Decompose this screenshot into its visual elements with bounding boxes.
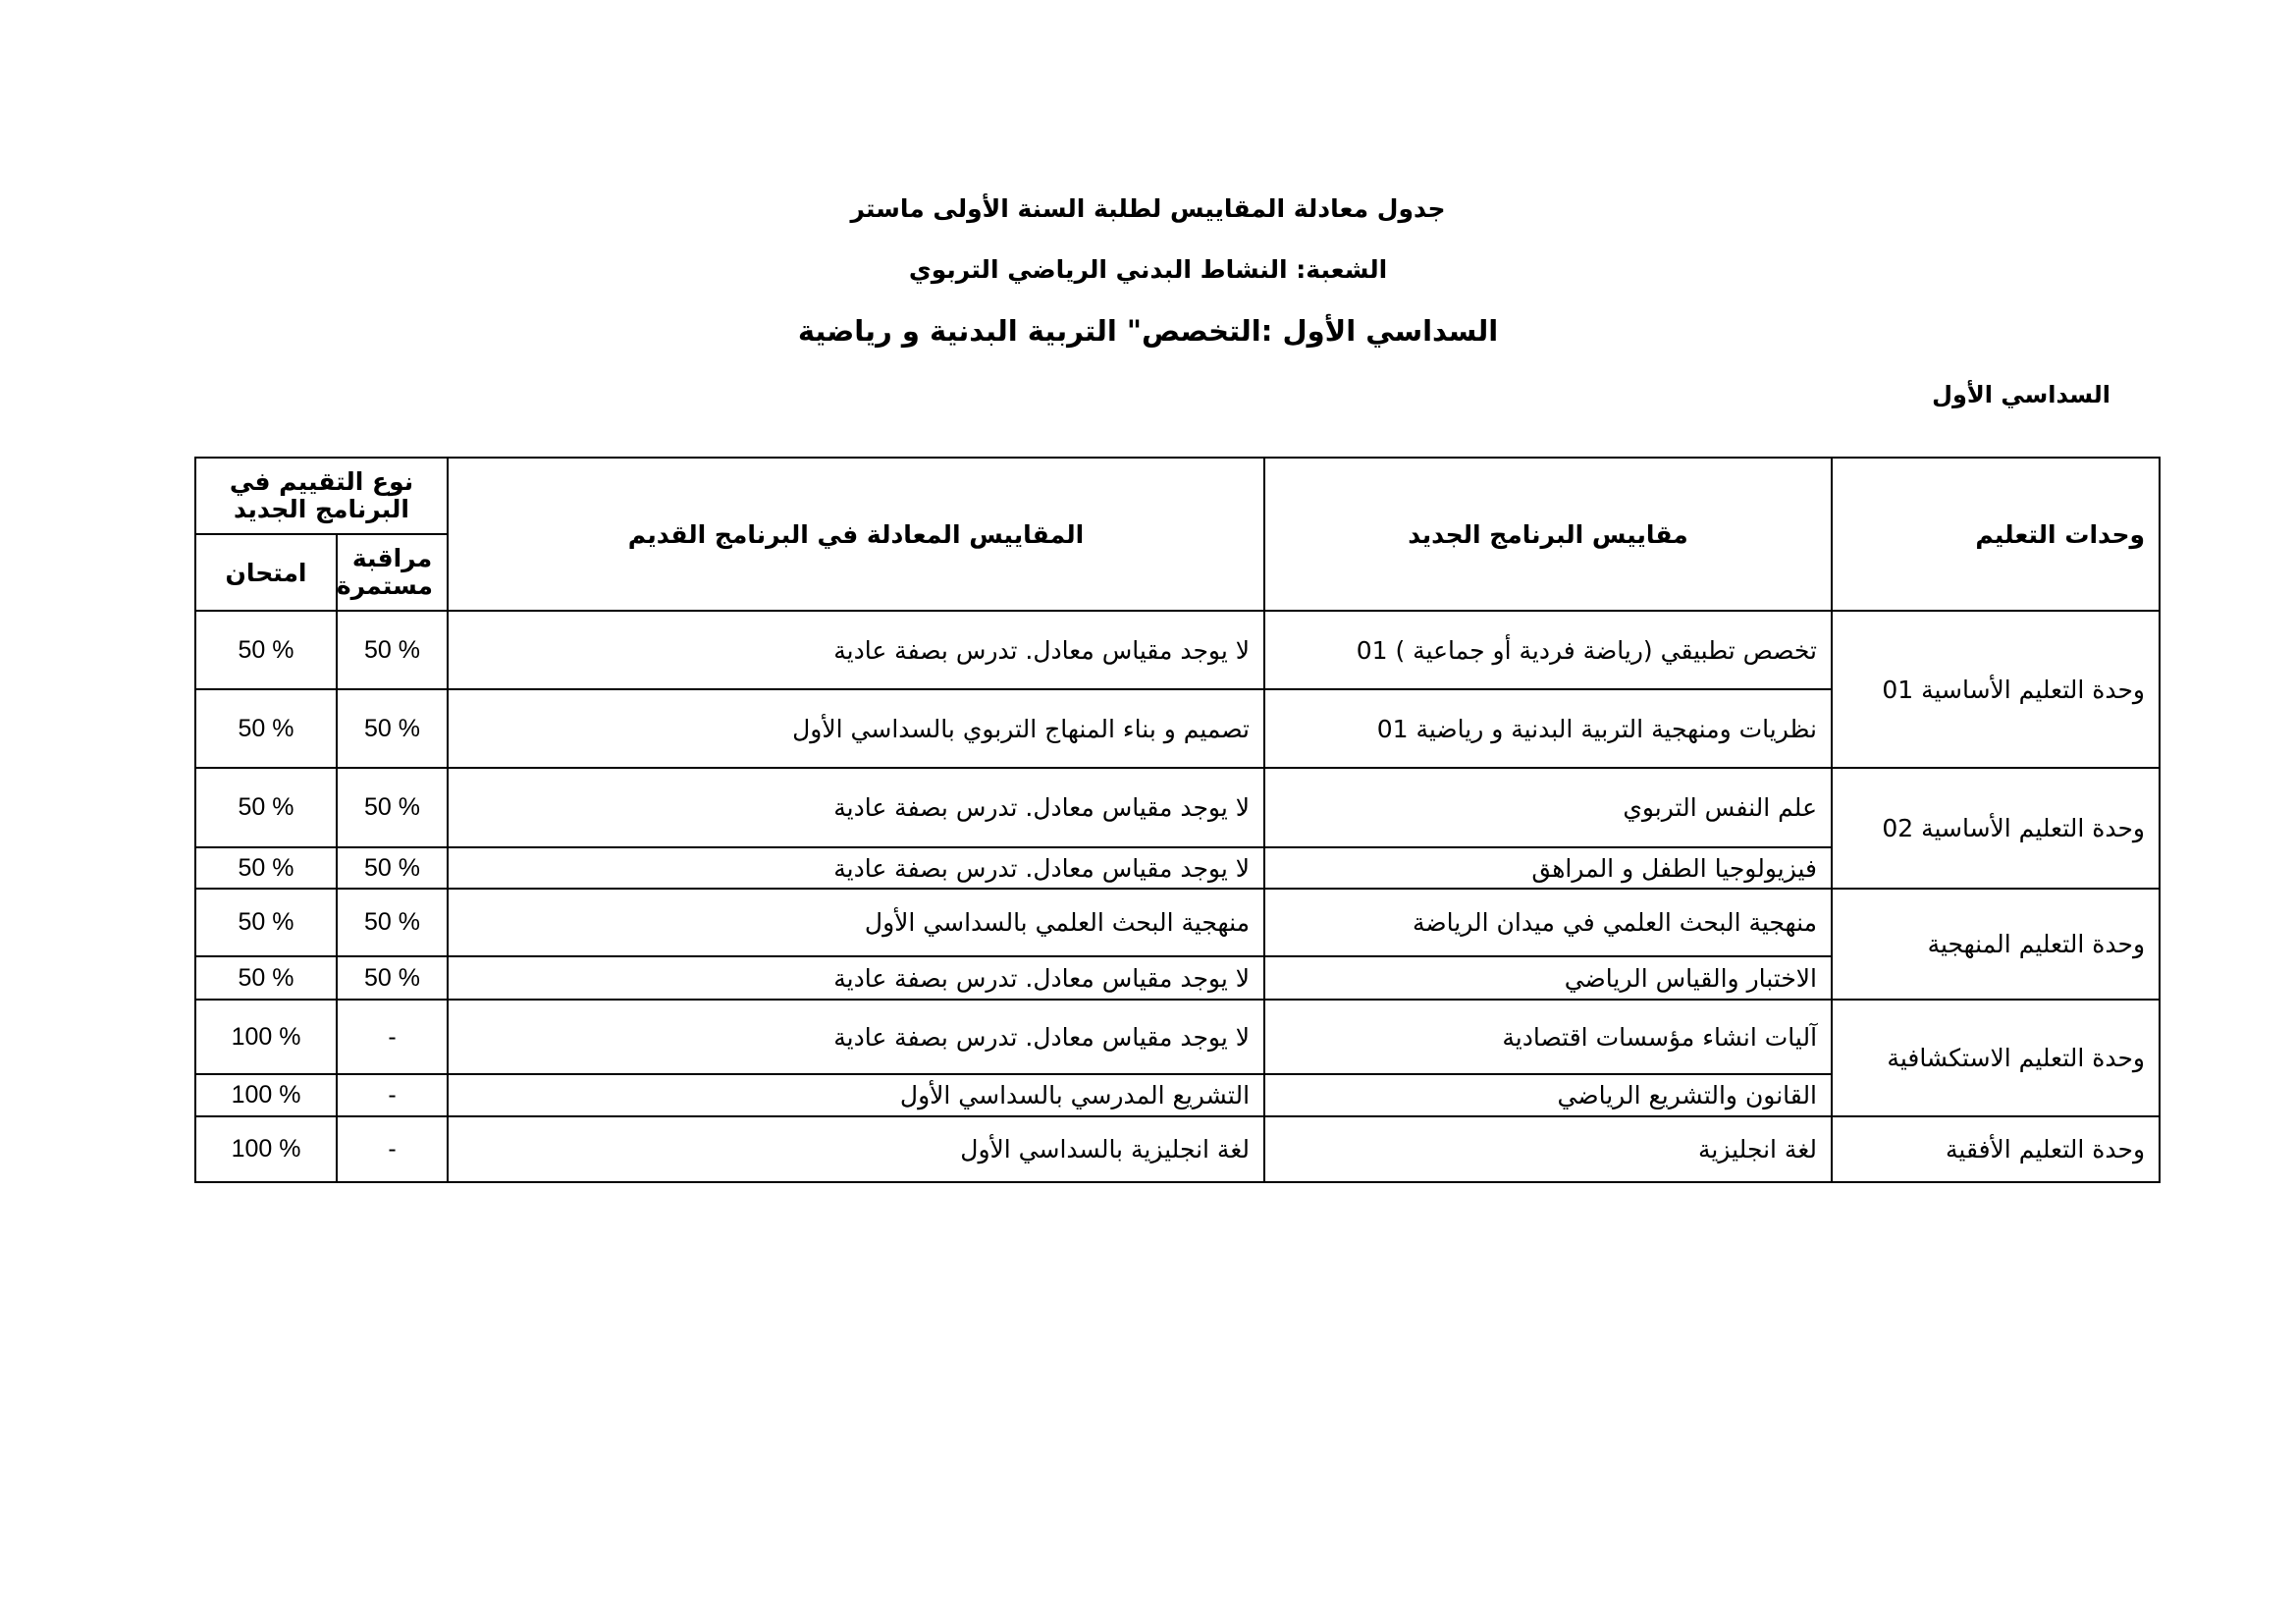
unit-cell: وحدة التعليم الأفقية (1832, 1116, 2160, 1182)
new-module-cell: منهجية البحث العلمي في ميدان الرياضة (1264, 889, 1832, 956)
header-evaluation-type: نوع التقييم في البرنامج الجديد (195, 458, 448, 534)
exam-cell: 100 % (195, 1000, 337, 1074)
table-row (195, 1000, 2160, 1074)
old-module-cell: لا يوجد مقياس معادل. تدرس بصفة عادية (448, 847, 1264, 889)
branch-title: الشعبة: النشاط البدني الرياضي التربوي (908, 255, 1388, 284)
new-module-cell: فيزيولوجيا الطفل و المراهق (1264, 847, 1832, 889)
exam-cell: 50 % (195, 611, 337, 689)
specialty-title: السداسي الأول :التخصص" التربية البدنية و رياضية (797, 314, 1499, 348)
exam-cell: 50 % (195, 768, 337, 847)
table-row (195, 768, 2160, 847)
header-continuous-assessment: مراقبة مستمرة (337, 534, 448, 611)
new-module-cell: آليات انشاء مؤسسات اقتصادية (1264, 1000, 1832, 1074)
new-module-cell: نظريات ومنهجية التربية البدنية و رياضية 01 (1264, 689, 1832, 768)
table-row (195, 611, 2160, 689)
cc-cell: - (337, 1074, 448, 1116)
cc-cell: 50 % (337, 689, 448, 768)
unit-cell: وحدة التعليم الأساسية 01 (1832, 611, 2160, 768)
exam-cell: 50 % (195, 956, 337, 1000)
cc-cell: 50 % (337, 956, 448, 1000)
header-units: وحدات التعليم (1832, 458, 2160, 611)
table-row (195, 1116, 2160, 1182)
unit-cell: وحدة التعليم المنهجية (1832, 889, 2160, 1000)
cc-cell: 50 % (337, 889, 448, 956)
new-module-cell: القانون والتشريع الرياضي (1264, 1074, 1832, 1116)
new-module-cell: لغة انجليزية (1264, 1116, 1832, 1182)
new-module-cell: تخصص تطبيقي (رياضة فردية أو جماعية ) 01 (1264, 611, 1832, 689)
cc-cell: 50 % (337, 847, 448, 889)
exam-cell: 100 % (195, 1116, 337, 1182)
equivalence-table (194, 457, 2161, 1183)
old-module-cell: لا يوجد مقياس معادل. تدرس بصفة عادية (448, 1000, 1264, 1074)
old-module-cell: لا يوجد مقياس معادل. تدرس بصفة عادية (448, 611, 1264, 689)
cc-cell: - (337, 1116, 448, 1182)
exam-cell: 50 % (195, 889, 337, 956)
unit-cell: وحدة التعليم الاستكشافية (1832, 1000, 2160, 1116)
old-module-cell: التشريع المدرسي بالسداسي الأول (448, 1074, 1264, 1116)
exam-cell: 50 % (195, 689, 337, 768)
exam-cell: 50 % (195, 847, 337, 889)
old-module-cell: لا يوجد مقياس معادل. تدرس بصفة عادية (448, 956, 1264, 1000)
old-module-cell: تصميم و بناء المنهاج التربوي بالسداسي الأول (448, 689, 1264, 768)
header-new-modules: مقاييس البرنامج الجديد (1264, 458, 1832, 611)
exam-cell: 100 % (195, 1074, 337, 1116)
header-old-modules: المقاييس المعادلة في البرنامج القديم (448, 458, 1264, 611)
table-row (195, 889, 2160, 956)
semester-label: السداسي الأول (1932, 381, 2110, 408)
header-exam: امتحان (195, 534, 337, 611)
cc-cell: - (337, 1000, 448, 1074)
document-title: جدول معادلة المقاييس لطلبة السنة الأولى ماستر (850, 194, 1446, 223)
cc-cell: 50 % (337, 768, 448, 847)
old-module-cell: لغة انجليزية بالسداسي الأول (448, 1116, 1264, 1182)
cc-cell: 50 % (337, 611, 448, 689)
unit-cell: وحدة التعليم الأساسية 02 (1832, 768, 2160, 889)
new-module-cell: الاختبار والقياس الرياضي (1264, 956, 1832, 1000)
new-module-cell: علم النفس التربوي (1264, 768, 1832, 847)
old-module-cell: منهجية البحث العلمي بالسداسي الأول (448, 889, 1264, 956)
old-module-cell: لا يوجد مقياس معادل. تدرس بصفة عادية (448, 768, 1264, 847)
